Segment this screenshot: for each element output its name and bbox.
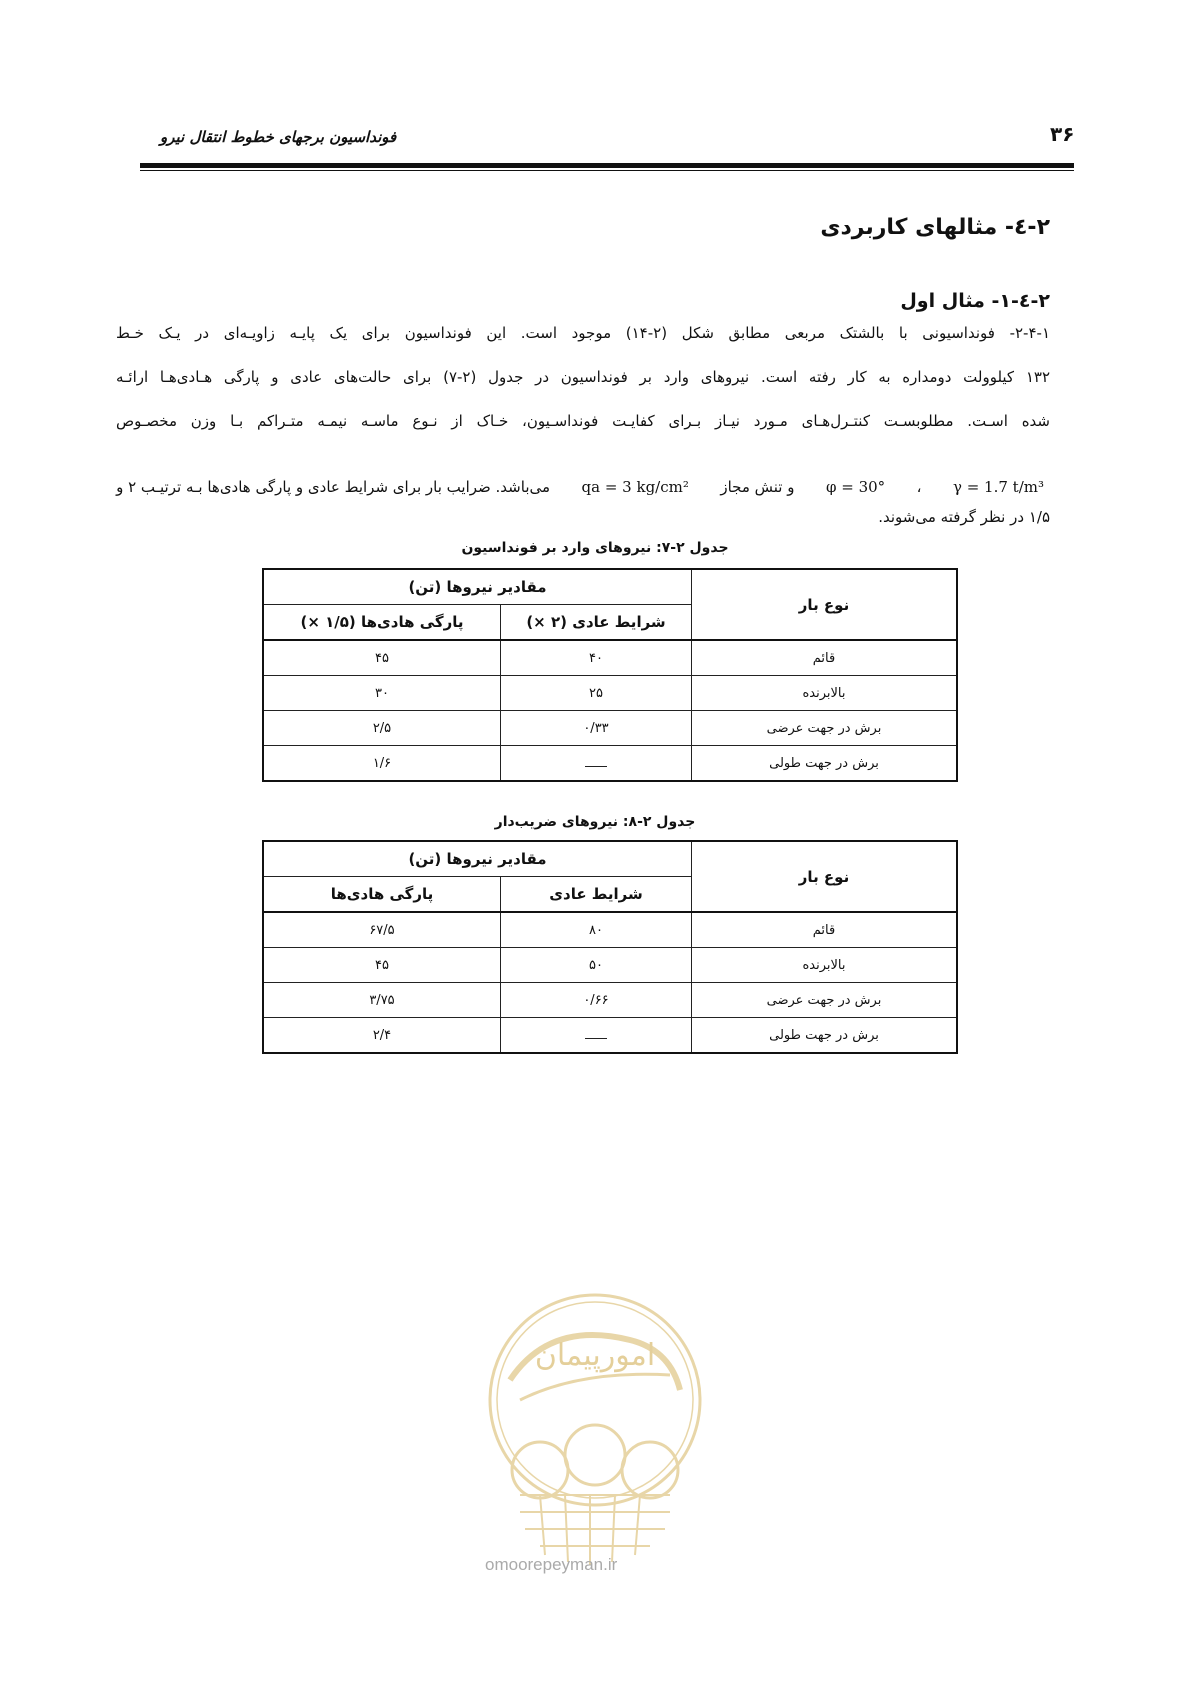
table2-row3-type: برش در جهت عرضی — [692, 983, 958, 1018]
table2-row4-normal — [501, 1018, 692, 1054]
empty-dash — [585, 756, 607, 767]
table2-row2-normal: ۵۰ — [501, 948, 692, 983]
table1-row3-normal: ۰/۳۳ — [501, 711, 692, 746]
header-rule-thin — [140, 170, 1074, 171]
table2-row4-broken: ۲/۴ — [263, 1018, 501, 1054]
table-row — [263, 948, 957, 983]
empty-dash — [585, 1028, 607, 1039]
header-rule — [140, 163, 1074, 168]
table1-row4-type: برش در جهت طولی — [692, 746, 958, 782]
paragraph-line-1: ۲-۴-۱- فونداسیونی با بالشتک مربعی مطابق شکل (۲-۱۴) موجود است. این فونداسیون برای یک پایـه زاویـه‌ای در یـک خـط — [116, 324, 1050, 342]
table2-row3-normal: ۰/۶۶ — [501, 983, 692, 1018]
table2-row2-broken: ۴۵ — [263, 948, 501, 983]
table2-col-normal: شرایط عادی — [501, 877, 692, 913]
table2-row3-broken: ۳/۷۵ — [263, 983, 501, 1018]
text-allowable-stress: و تنش مجاز — [720, 478, 795, 496]
table1-row2-normal: ۲۵ — [501, 676, 692, 711]
running-title: فونداسیون برجهای خطوط انتقال نیرو — [160, 128, 397, 146]
table-row — [263, 711, 957, 746]
table2-row1-normal: ۸۰ — [501, 912, 692, 948]
table1-row4-normal — [501, 746, 692, 782]
page-number: ۳۶ — [1050, 122, 1075, 146]
table2-row1-broken: ۶۷/۵ — [263, 912, 501, 948]
table2-row2-type: بالابرنده — [692, 948, 958, 983]
table-row — [263, 640, 957, 676]
table2 — [262, 840, 958, 1054]
subsection-heading: ۲-٤-۱- مثال اول — [900, 290, 1050, 312]
watermark-logo-text: امورپیمان — [534, 1338, 656, 1373]
table1-row3-type: برش در جهت عرضی — [692, 711, 958, 746]
table1-col-normal: شرایط عادی (۲ ×) — [501, 605, 692, 641]
qa-formula: qa = 3 kg/cm² — [581, 478, 689, 496]
table1-col-broken: پارگی هادی‌ها (۱/۵ ×) — [263, 605, 501, 641]
paragraph-line-3: شده اسـت. مطلوبسـت کنتـرل‌هـای مـورد نیـاز بـرای کفایـت فونداسـیون، خـاک از نـوع ماسـه نیمـه متـراکم بـا وزن مخصـوص — [116, 412, 1050, 430]
table1-header-type: نوع بار — [692, 569, 958, 640]
watermark-logo — [480, 1280, 710, 1580]
table1-row1-normal: ۴۰ — [501, 640, 692, 676]
table-row — [263, 746, 957, 782]
table1-row3-broken: ۲/۵ — [263, 711, 501, 746]
table1-row2-broken: ۳۰ — [263, 676, 501, 711]
paragraph-line-4 — [116, 478, 1050, 496]
table2-col-broken: پارگی هادی‌ها — [263, 877, 501, 913]
gamma-formula: γ = 1.7 t/m³ — [952, 478, 1044, 496]
text-load-factors: می‌باشد. ضرایب بار برای شرایط عادی و پارگی هادی‌ها بـه ترتیـب ۲ و — [116, 478, 551, 496]
table-row — [263, 912, 957, 948]
table1-row1-type: قائم — [692, 640, 958, 676]
table2-header-type: نوع بار — [692, 841, 958, 912]
table-row — [263, 1018, 957, 1054]
table2-row1-type: قائم — [692, 912, 958, 948]
table1-row1-broken: ۴۵ — [263, 640, 501, 676]
table-row — [263, 676, 957, 711]
paragraph-line-2: ۱۳۲ کیلوولت دومداره به کار رفته است. نیروهای وارد بر فونداسیون در جدول (۲-۷) برای حالت‌های عادی و پارگی هـادی‌هـا ارائـه — [116, 368, 1050, 386]
table-row — [263, 983, 957, 1018]
table1-header-values: مقادیر نیروها (تن) — [263, 569, 692, 605]
comma: ، — [916, 478, 922, 496]
table1-row2-type: بالابرنده — [692, 676, 958, 711]
watermark-url: omoorepeyman.ir — [485, 1555, 618, 1574]
table1-row4-broken: ۱/۶ — [263, 746, 501, 782]
table1-caption: جدول ۲-۷: نیروهای وارد بر فونداسیون — [461, 540, 729, 556]
paragraph-line-5: ۱/۵ در نظر گرفته می‌شوند. — [878, 508, 1050, 526]
section-heading: ۲-٤- مثالهای کاربردی — [820, 215, 1050, 240]
table2-caption: جدول ۲-۸: نیروهای ضریب‌دار — [494, 814, 696, 830]
table1 — [262, 568, 958, 782]
table2-row4-type: برش در جهت طولی — [692, 1018, 958, 1054]
phi-formula: φ = 30° — [825, 478, 886, 496]
table2-header-values: مقادیر نیروها (تن) — [263, 841, 692, 877]
